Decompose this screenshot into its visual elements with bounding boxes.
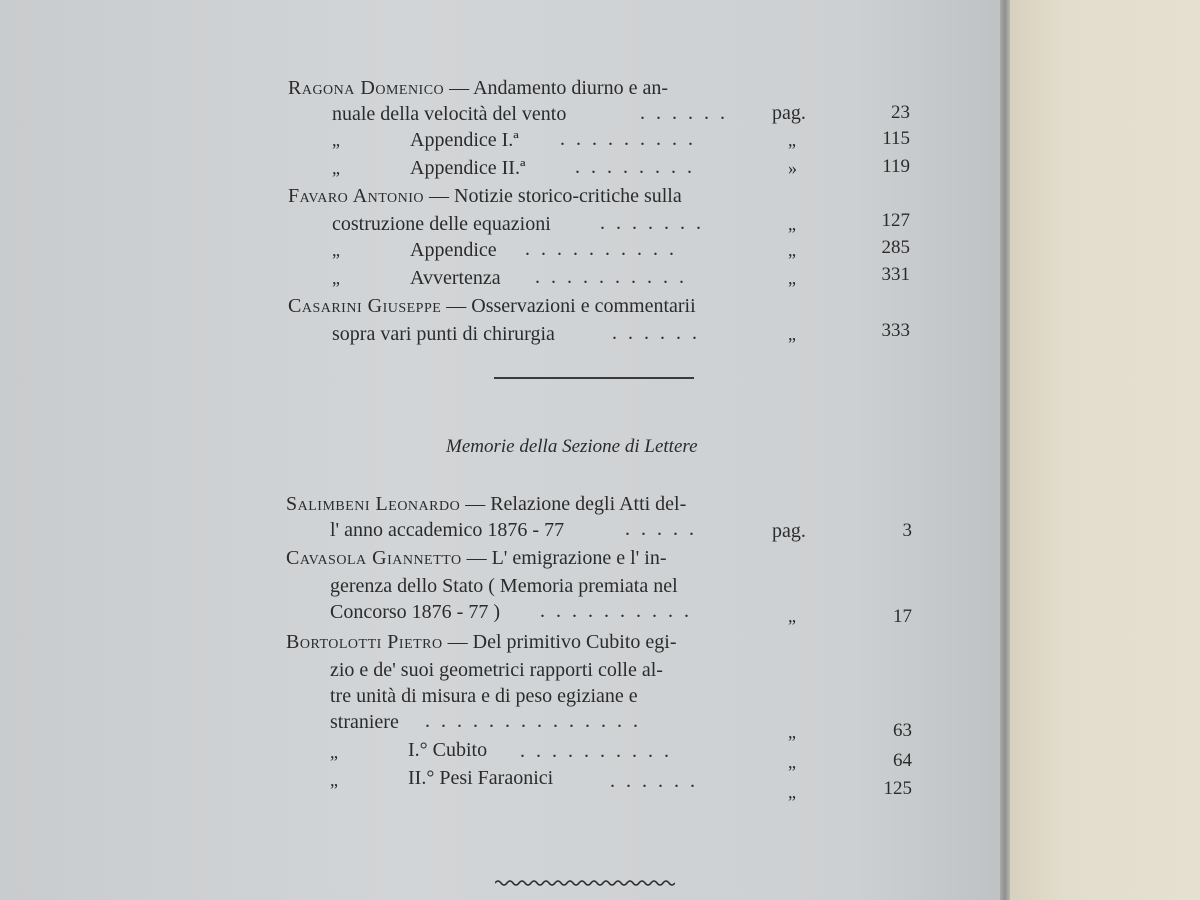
- entry-cavasola-line2: gerenza dello Stato ( Memoria premiata nel: [330, 575, 678, 597]
- author-name: Casarini Giuseppe: [288, 295, 442, 317]
- page-number: 64: [893, 750, 912, 771]
- pag-label: pag.: [772, 520, 806, 542]
- entry-bortolotti-line4: straniere: [330, 711, 399, 733]
- entry-title: I.° Cubito: [408, 739, 488, 761]
- leader-dots: ........: [575, 156, 703, 178]
- ditto-mark: „: [788, 752, 796, 772]
- entry-title: II.° Pesi Faraonici: [408, 767, 554, 789]
- title-text: — Relazione degli Atti del-: [465, 493, 687, 515]
- leader-dots: ..............: [425, 710, 649, 732]
- page-number: 17: [893, 606, 912, 627]
- entry-favaro-line1: [288, 184, 682, 208]
- entry-title: Appendice I.ª: [410, 129, 519, 151]
- title-text: — L' emigrazione e l' in-: [466, 547, 667, 569]
- entry-casarini-line2: sopra vari punti di chirurgia: [332, 323, 555, 345]
- author-name: Ragona Domenico: [288, 77, 445, 99]
- page-number: 125: [883, 778, 912, 799]
- leader-dots: ......: [640, 102, 736, 124]
- entry-favaro-line2: costruzione delle equazioni: [332, 213, 551, 235]
- ditto-mark: »: [788, 158, 797, 178]
- entry-bortolotti-line3: tre unità di misura e di peso egiziane e: [330, 685, 638, 707]
- page-number: 115: [882, 128, 910, 149]
- ditto-mark: „: [788, 130, 796, 150]
- decorative-wavy-rule: [495, 878, 675, 888]
- leader-dots: ..........: [535, 266, 695, 288]
- leader-dots: .....: [625, 518, 705, 540]
- entry-salimbeni-line2: l' anno accademico 1876 - 77: [330, 519, 565, 541]
- entry-bortolotti-line2: zio e de' suoi geometrici rapporti colle al-: [330, 659, 663, 681]
- page-number: 3: [902, 520, 912, 541]
- pag-label: pag.: [772, 102, 806, 124]
- leader-dots: ..........: [525, 238, 685, 260]
- leader-dots: ..........: [520, 740, 680, 762]
- entry-bortolotti-line1: [286, 630, 677, 654]
- leader-dots: ......: [612, 322, 708, 344]
- page-number: 23: [891, 102, 910, 123]
- ditto-mark: „: [788, 722, 796, 742]
- book-gutter: [1000, 0, 1010, 900]
- author-name: Bortolotti Pietro: [286, 631, 443, 653]
- ditto-mark: „: [332, 268, 340, 288]
- entry-ragona-line1: [288, 76, 668, 100]
- right-page: [1010, 0, 1200, 900]
- author-name: Salimbeni Leonardo: [286, 493, 461, 515]
- entry-title: Appendice: [410, 239, 497, 261]
- section-heading: Memorie della Sezione di Lettere: [446, 436, 698, 457]
- leader-dots: ..........: [540, 600, 700, 622]
- entry-salimbeni-line1: [286, 492, 686, 516]
- entry-title: Appendice II.ª: [410, 157, 526, 179]
- title-text: — Andamento diurno e an-: [449, 77, 669, 99]
- author-name: Cavasola Giannetto: [286, 547, 462, 569]
- leader-dots: .........: [560, 128, 704, 150]
- entry-title: Avvertenza: [410, 267, 501, 289]
- section-divider-rule: [494, 377, 694, 379]
- page-number: 63: [893, 720, 912, 741]
- ditto-mark: „: [332, 240, 340, 260]
- page-number: 331: [881, 264, 910, 285]
- ditto-mark: „: [788, 606, 796, 626]
- ditto-mark: „: [788, 240, 796, 260]
- page-number: 127: [881, 210, 910, 231]
- entry-casarini-line1: [288, 294, 696, 318]
- page-number: 333: [881, 320, 910, 341]
- page-number: 285: [881, 237, 910, 258]
- ditto-mark: „: [332, 158, 340, 178]
- ditto-mark: „: [788, 268, 796, 288]
- title-text: — Notizie storico-critiche sulla: [429, 185, 682, 207]
- ditto-mark: „: [330, 770, 338, 790]
- ditto-mark: „: [788, 214, 796, 234]
- entry-cavasola-line3: Concorso 1876 - 77 ): [330, 601, 500, 623]
- author-name: Favaro Antonio: [288, 185, 425, 207]
- title-text: — Del primitivo Cubito egi-: [447, 631, 677, 653]
- leader-dots: ......: [610, 770, 706, 792]
- entry-cavasola-line1: [286, 546, 667, 570]
- ditto-mark: „: [332, 130, 340, 150]
- leader-dots: .......: [600, 212, 712, 234]
- ditto-mark: „: [788, 782, 796, 802]
- title-text: — Osservazioni e commentarii: [446, 295, 696, 317]
- entry-ragona-line2: nuale della velocità del vento: [332, 103, 567, 125]
- ditto-mark: „: [788, 324, 796, 344]
- page-number: 119: [882, 156, 910, 177]
- ditto-mark: „: [330, 742, 338, 762]
